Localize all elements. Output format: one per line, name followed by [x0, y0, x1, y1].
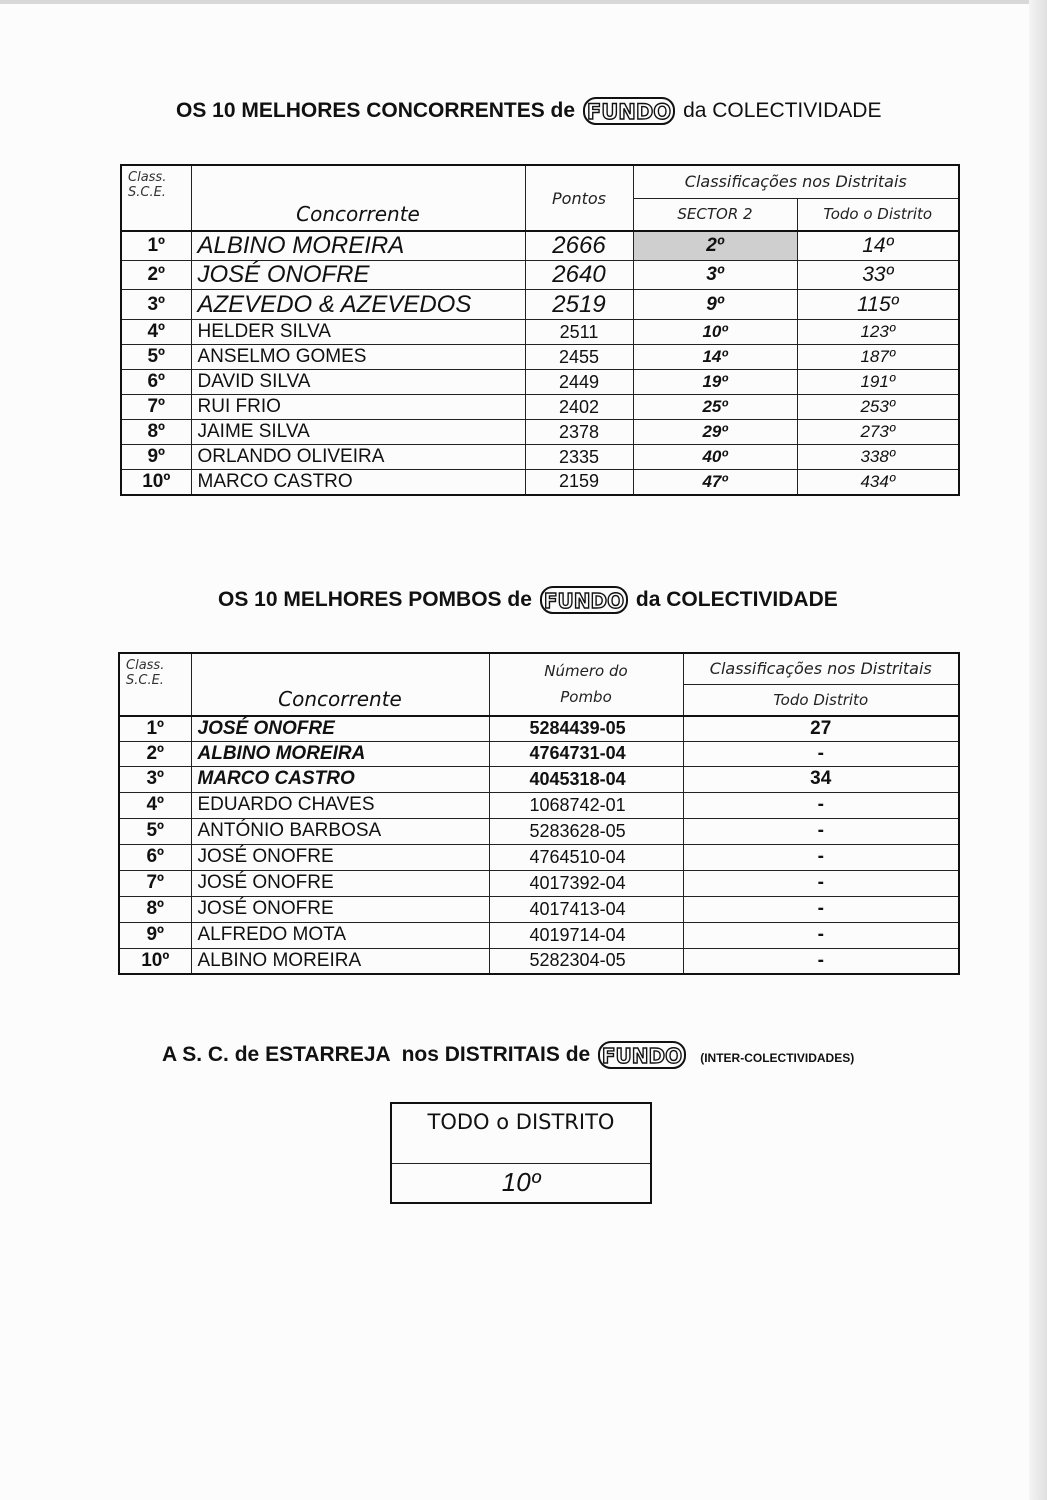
pigeon-number: 4045318-04: [489, 766, 683, 792]
classificacoes-header: Classificações nos Distritais: [683, 653, 959, 684]
position: 1º: [119, 716, 191, 741]
district-rank: 434º: [797, 470, 959, 495]
district-rank: 187º: [797, 345, 959, 370]
competitor-name: ALBINO MOREIRA: [191, 231, 525, 261]
points: 2511: [525, 320, 633, 345]
pigeon-number: 5283628-05: [489, 818, 683, 844]
table-row: [119, 896, 959, 922]
fundo-logo: [583, 96, 675, 126]
pigeon-number: 4019714-04: [489, 922, 683, 948]
position: 1º: [121, 231, 191, 261]
sector-rank: 3º: [633, 261, 797, 290]
pontos-header: Pontos: [525, 165, 633, 231]
table-row: [119, 818, 959, 844]
district-rank: -: [683, 948, 959, 974]
page-right-edge: [1029, 0, 1047, 1500]
table-row: [121, 345, 959, 370]
table-row: [121, 420, 959, 445]
competitor-name: JOSÉ ONOFRE: [191, 716, 489, 741]
sector-rank: 40º: [633, 445, 797, 470]
classificacoes-header: Classificações nos Distritais: [633, 165, 959, 198]
competitor-name: JOSÉ ONOFRE: [191, 870, 489, 896]
table-row: [119, 922, 959, 948]
position: 5º: [119, 818, 191, 844]
points: 2666: [525, 231, 633, 261]
position: 9º: [119, 922, 191, 948]
position: 8º: [121, 420, 191, 445]
competitor-name: DAVID SILVA: [191, 370, 525, 395]
competitor-name: MARCO CASTRO: [191, 470, 525, 495]
sector-rank: 10º: [633, 320, 797, 345]
summary-header: TODO o DISTRITO: [392, 1104, 650, 1164]
summary-value: 10º: [501, 1167, 541, 1197]
competitor-name: ANTÓNIO BARBOSA: [191, 818, 489, 844]
pigeon-number: 4017413-04: [489, 896, 683, 922]
pigeon-number: 1068742-01: [489, 792, 683, 818]
position: 8º: [119, 896, 191, 922]
table-row: [121, 231, 959, 261]
district-rank: 34: [683, 766, 959, 792]
sector-rank: 25º: [633, 395, 797, 420]
fundo-logo: [598, 1040, 686, 1070]
table-row: [119, 716, 959, 741]
sector-header: SECTOR 2: [633, 198, 797, 231]
position: 7º: [121, 395, 191, 420]
pigeon-number: 4017392-04: [489, 870, 683, 896]
points: 2640: [525, 261, 633, 290]
section1-title-before: OS 10 MELHORES CONCORRENTES de: [176, 99, 576, 122]
section3-title-before: A S. C. de ESTARREJA nos DISTRITAIS de: [162, 1043, 591, 1066]
district-rank: 115º: [797, 290, 959, 320]
position: 5º: [121, 345, 191, 370]
competitor-name: JOSÉ ONOFRE: [191, 261, 525, 290]
svg-text:FUNDO: FUNDO: [602, 1044, 683, 1068]
table-row: [119, 792, 959, 818]
numero-pombo-header: Número do Pombo: [489, 653, 683, 716]
concorrente-header: Concorrente: [191, 653, 489, 716]
district-rank: -: [683, 792, 959, 818]
table-row: [119, 766, 959, 792]
competitor-name: ALFREDO MOTA: [191, 922, 489, 948]
position: 3º: [119, 766, 191, 792]
competitor-name: ALBINO MOREIRA: [191, 948, 489, 974]
position: 3º: [121, 290, 191, 320]
district-rank: 123º: [797, 320, 959, 345]
position: 6º: [121, 370, 191, 395]
pigeon-number: 5282304-05: [489, 948, 683, 974]
position: 4º: [119, 792, 191, 818]
table-row: [121, 261, 959, 290]
position: 7º: [119, 870, 191, 896]
table-row: [121, 370, 959, 395]
position: 10º: [121, 470, 191, 495]
section2-title: [218, 585, 838, 615]
svg-text:FUNDO: FUNDO: [543, 589, 625, 613]
district-rank: 191º: [797, 370, 959, 395]
district-summary-box: [390, 1102, 652, 1204]
district-rank: -: [683, 741, 959, 766]
district-rank: -: [683, 922, 959, 948]
competitor-name: HELDER SILVA: [191, 320, 525, 345]
points: 2449: [525, 370, 633, 395]
concorrente-header: Concorrente: [191, 165, 525, 231]
section2-title-after: da COLECTIVIDADE: [635, 588, 838, 611]
competitor-name: RUI FRIO: [191, 395, 525, 420]
todo-distrito-header: Todo Distrito: [683, 684, 959, 716]
points: 2159: [525, 470, 633, 495]
position: 9º: [121, 445, 191, 470]
pigeon-number: 4764510-04: [489, 844, 683, 870]
todo-distrito-header: Todo o Distrito: [797, 198, 959, 231]
competitor-name: JOSÉ ONOFRE: [191, 896, 489, 922]
competitor-name: ALBINO MOREIRA: [191, 741, 489, 766]
position: 6º: [119, 844, 191, 870]
svg-text:FUNDO: FUNDO: [586, 100, 672, 124]
competitor-name: MARCO CASTRO: [191, 766, 489, 792]
section1-title-after: da COLECTIVIDADE: [683, 99, 882, 122]
points: 2519: [525, 290, 633, 320]
district-rank: 27: [683, 716, 959, 741]
district-rank: 338º: [797, 445, 959, 470]
pigeon-number: 4764731-04: [489, 741, 683, 766]
class-header: Class. S.C.E.: [121, 165, 191, 231]
competitor-name: JOSÉ ONOFRE: [191, 844, 489, 870]
sector-rank: 14º: [633, 345, 797, 370]
table-row: [121, 395, 959, 420]
district-rank: -: [683, 896, 959, 922]
sector-rank: 19º: [633, 370, 797, 395]
top-pigeons-table: [118, 652, 960, 975]
position: 2º: [121, 261, 191, 290]
competitor-name: ORLANDO OLIVEIRA: [191, 445, 525, 470]
section3-title: [162, 1040, 854, 1070]
section1-title: [176, 96, 881, 126]
fundo-logo: [540, 585, 628, 615]
district-rank: 14º: [797, 231, 959, 261]
district-rank: -: [683, 818, 959, 844]
pigeon-number: 5284439-05: [489, 716, 683, 741]
sector-rank: 47º: [633, 470, 797, 495]
competitor-name: ANSELMO GOMES: [191, 345, 525, 370]
district-rank: 273º: [797, 420, 959, 445]
district-rank: -: [683, 870, 959, 896]
table-row: [119, 844, 959, 870]
points: 2402: [525, 395, 633, 420]
section3-title-after: (INTER-COLECTIVIDADES): [700, 1051, 855, 1065]
page-top-edge: [0, 0, 1047, 4]
sector-rank: 29º: [633, 420, 797, 445]
table-row: [121, 470, 959, 495]
table-row: [121, 290, 959, 320]
table-row: [121, 320, 959, 345]
position: 10º: [119, 948, 191, 974]
competitor-name: JAIME SILVA: [191, 420, 525, 445]
district-rank: -: [683, 844, 959, 870]
class-header: Class. S.C.E.: [119, 653, 191, 716]
table-row: [121, 445, 959, 470]
competitor-name: AZEVEDO & AZEVEDOS: [191, 290, 525, 320]
position: 2º: [119, 741, 191, 766]
top-competitors-table: [120, 164, 960, 496]
points: 2335: [525, 445, 633, 470]
section2-title-before: OS 10 MELHORES POMBOS de: [218, 588, 532, 611]
sector-rank: 9º: [633, 290, 797, 320]
competitor-name: EDUARDO CHAVES: [191, 792, 489, 818]
district-rank: 33º: [797, 261, 959, 290]
points: 2455: [525, 345, 633, 370]
position: 4º: [121, 320, 191, 345]
district-rank: 253º: [797, 395, 959, 420]
points: 2378: [525, 420, 633, 445]
table-row: [119, 948, 959, 974]
table-row: [119, 870, 959, 896]
sector-rank: 2º: [633, 231, 797, 261]
table-row: [119, 741, 959, 766]
